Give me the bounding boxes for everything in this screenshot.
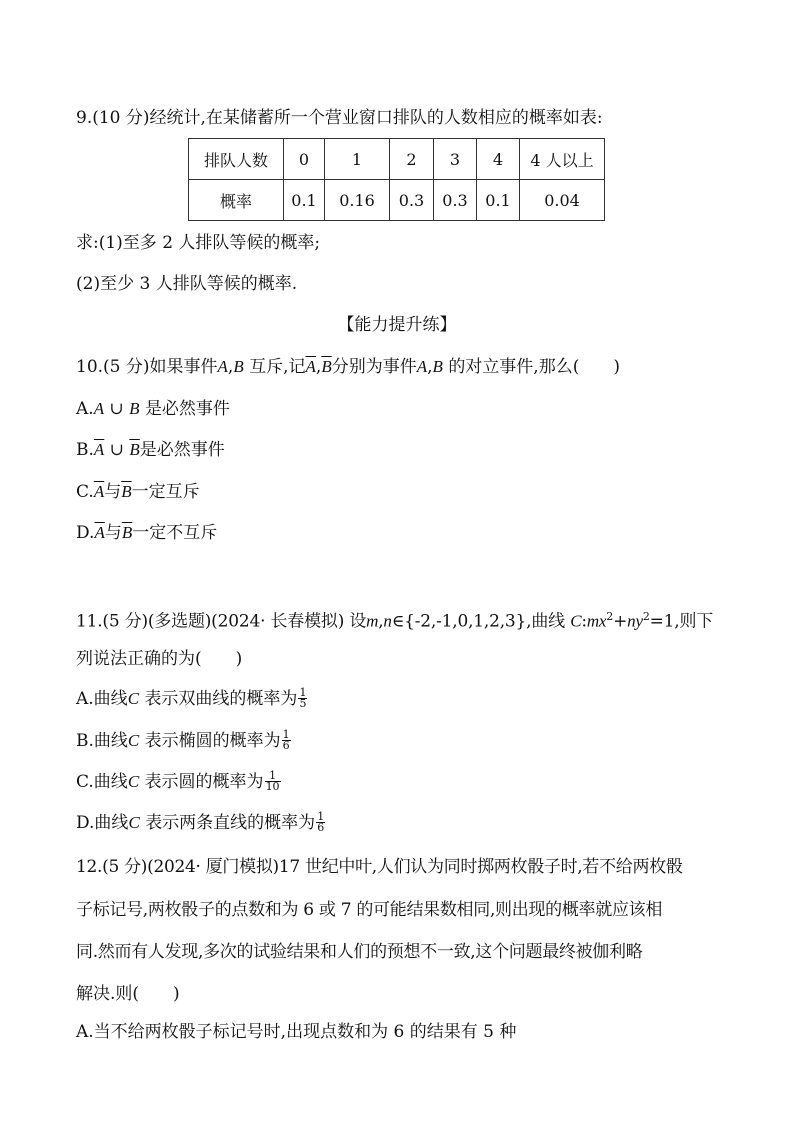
q11-stem: 11.(5 分)(多选题)(2024· 长春模拟) 设m,n∈{-2,-1,0,1,2,3},曲线 $C:mx^2+ny^2=1$,则下 [76,610,714,632]
q11-option-d: D.曲线C 表示两条直线的概率为 $\frac{1}{6}$ [76,810,325,834]
table-cell: 3 [434,139,477,180]
q9-part2: (2)至少 3 人排队等候的概率. [76,274,298,294]
q12-line3: 同.然而有人发现,多次的试验结果和人们的预想不一致,这个问题最终被伽利略 [76,942,643,962]
table-cell: 排队人数 [189,139,284,180]
table-cell: 2 [390,139,434,180]
table-cell: 0.16 [325,180,390,221]
table-cell: 4 人以上 [520,139,605,180]
q12-line2: 子标记号,两枚骰子的点数和为 6 或 7 的可能结果数相同,则出现的概率就应该相 [76,900,663,920]
table-cell: 1 [325,139,390,180]
q10-option-a: A.A ∪ B 是必然事件 [76,399,230,419]
table-cell: 0.1 [477,180,520,221]
queue-probability-table [188,138,605,221]
q10-option-b: $B.\overline{A}$ ∪ $\overline{B}$是必然事件 [76,440,225,460]
q10-stem: 10.(5 分)如果事件A,B 互斥,记$\overline{A},\overline{B}$分别为事件A,B 的对立事件,那么( ) [76,357,620,377]
section-title: 【能力提升练】 [337,315,457,335]
q12-line1: 12.(5 分)(2024· 厦门模拟)17 世纪中叶,人们认为同时掷两枚骰子时,若不给两枚骰 [76,857,683,877]
table-cell: 0 [284,139,325,180]
q9-part1: 求:(1)至多 2 人排队等候的概率; [76,233,321,253]
q11-option-a: A.曲线C 表示双曲线的概率为 $\frac{1}{5}$ [76,686,307,710]
q11-option-c: C.曲线C 表示圆的概率为 $\frac{1}{10}$ [76,769,280,793]
q10-option-d: $D.\overline{A}$与$\overline{B}$一定不互斥 [76,523,218,543]
table-cell: 0.1 [284,180,325,221]
fraction: $\frac{1}{6}$ [317,810,325,834]
table-cell: 0.3 [390,180,434,221]
q12-line4: 解决.则( ) [76,984,180,1004]
table-cell: 0.3 [434,180,477,221]
fraction: $\frac{1}{10}$ [265,769,280,793]
table-cell: 概率 [189,180,284,221]
q11-option-b: B.曲线C 表示椭圆的概率为 $\frac{1}{6}$ [76,728,290,752]
table-row [189,139,605,180]
q12-option-a: A.当不给两枚骰子标记号时,出现点数和为 6 的结果有 5 种 [76,1022,517,1042]
q11-stem-line2: 列说法正确的为( ) [76,649,243,669]
q9-stem: 9.(10 分)经统计,在某储蓄所一个营业窗口排队的人数相应的概率如表: [76,108,603,128]
q10-option-c: $C.\overline{A}$与$\overline{B}$一定互斥 [76,482,200,502]
table-cell: 4 [477,139,520,180]
fraction: $\frac{1}{6}$ [282,728,290,752]
table-row [189,180,605,221]
fraction: $\frac{1}{5}$ [299,686,307,710]
table-cell: 0.04 [520,180,605,221]
